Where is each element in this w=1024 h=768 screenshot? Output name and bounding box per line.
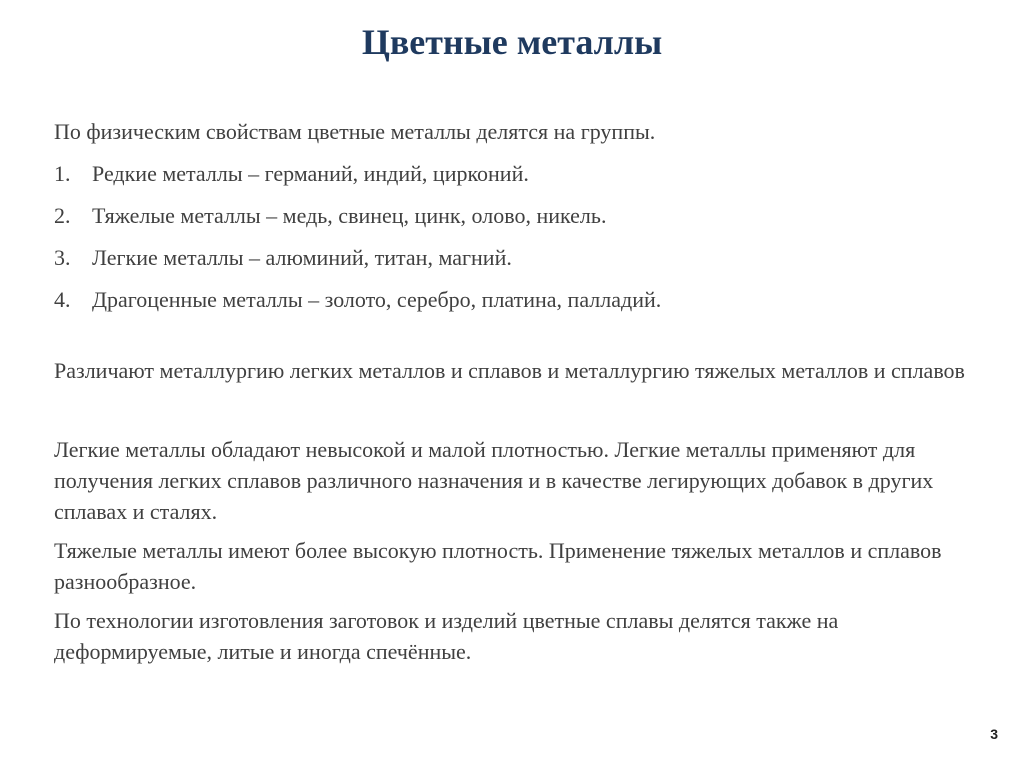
- list-number: 1.: [54, 161, 71, 186]
- list-item: [54, 242, 984, 273]
- list-number: 2.: [54, 203, 71, 228]
- slide-body: [54, 116, 984, 667]
- paragraph-technology: По технологии изготовления заготовок и изделий цветные сплавы делятся также на деформируемые, литые и иногда спечённые.: [54, 608, 839, 664]
- slide-title: Цветные металлы: [361, 22, 663, 62]
- paragraph-metallurgy: Различают металлургию легких металлов и сплавов и металлургию тяжелых металлов и сплавов: [54, 358, 965, 383]
- intro-text: По физическим свойствам цветные металлы делятся на группы.: [54, 119, 656, 144]
- list-number: 3.: [54, 245, 71, 270]
- list-number: 4.: [54, 287, 71, 312]
- list-item: [54, 158, 984, 189]
- metal-groups-list: [54, 158, 984, 315]
- list-text: Редкие металлы – германий, индий, цирконий.: [92, 161, 529, 186]
- page-number: 3: [990, 726, 998, 742]
- list-text: Тяжелые металлы – медь, свинец, цинк, олово, никель.: [92, 203, 607, 228]
- paragraph-heavy-metals: Тяжелые металлы имеют более высокую плотность. Применение тяжелых металлов и сплавов разнообразное.: [54, 538, 942, 594]
- list-text: Драгоценные металлы – золото, серебро, платина, палладий.: [92, 287, 662, 312]
- list-item: [54, 284, 984, 315]
- list-text: Легкие металлы – алюминий, титан, магний.: [92, 245, 512, 270]
- paragraph-light-metals: Легкие металлы обладают невысокой и малой плотностью. Легкие металлы применяют для получения легких сплавов различного назначения и в качестве легирующих добавок в других сплавах и сталях.: [54, 437, 934, 524]
- list-item: [54, 200, 984, 231]
